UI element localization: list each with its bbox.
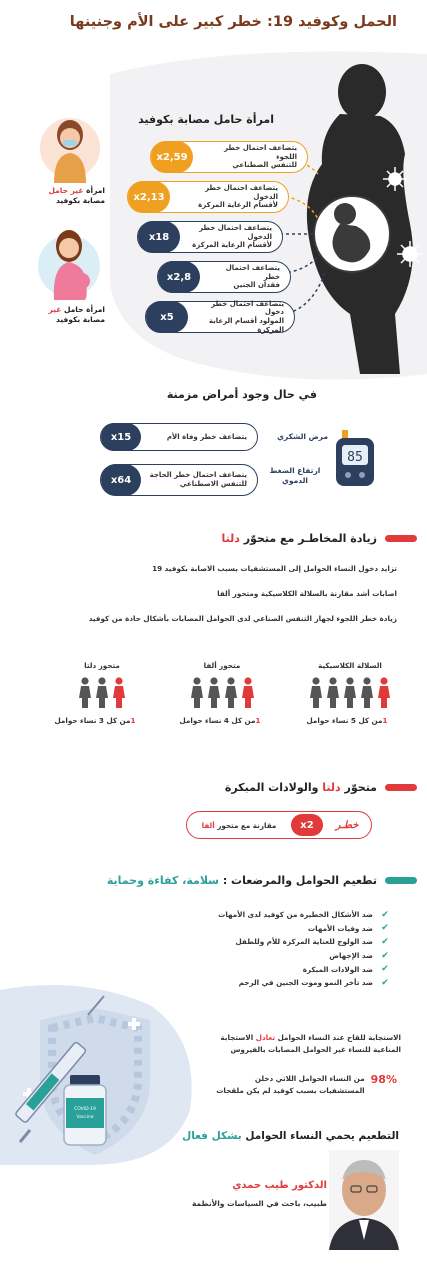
woman-figure-icon [190,677,204,709]
protection-item [218,949,391,963]
glucometer-reading: 85 [347,450,363,465]
variant-label: السلالة الكلاسيكية [318,661,382,670]
woman-figure-highlighted-icon [112,677,126,709]
preterm-risk-word: خطـر [335,819,359,831]
vaccine-stat-percent: 98% [370,1073,397,1086]
svg-text:COVID-19: COVID-19 [74,1107,96,1112]
risk-multiplier: x5 [146,301,188,333]
variant-figures [305,677,395,709]
page-title: الحمل وكوفيد 19: خطر كبير على الأم وجنينها [69,14,397,30]
variant-ratio-text: من كل 4 نساء حوامل [179,716,256,725]
woman-figure-icon [326,677,340,709]
delta-heading-text [221,532,377,545]
chronic-text: يتضاعف احتمال خطر الحاجة للتنفس الاصطناعي [149,471,247,488]
vaccine-response-suffix: الاستجابة المناعية للنساء غير الحوامل المصابات بالفيروس [220,1033,401,1054]
vaccination-heading [107,874,417,887]
variant-figures [177,677,267,709]
chronic-condition: ارتفاع الضغط الدموي [269,466,321,486]
side-label-pregnant [10,305,105,325]
risk-text: يتضاعف احتمال خطر الدخول لأقسام الرعاية المركزة [192,223,272,250]
check-icon: ✔ [381,977,389,988]
side-label-suffix: مصابة بكوفيد [55,196,105,206]
author-name: الدكتور طيب حمدي [232,1180,327,1191]
chronic-heading: في حال وجود أمراض مزمنة [166,388,317,401]
side-label-non-pregnant [10,186,105,206]
woman-figure-icon [224,677,238,709]
chronic-text: يتضاعف خطر وفاة الأم [166,433,247,441]
vaccine-response-prefix: الاستجابة للقاح عند النساء الحوامل [275,1033,401,1042]
pregnant-woman-icon [38,226,100,300]
vaccine-closing [182,1130,399,1142]
check-icon: ✔ [381,936,389,947]
variant-ratio-text: من كل 3 نساء حوامل [54,716,131,725]
delta-paragraph: تزايد دخول النساء الحوامل إلى المستشفيات بسبب الاصابة بكوفيد 19 [152,564,397,573]
risk-text: يتضاعف احتمال خطر فقدان الجنين [225,263,280,290]
preterm-heading [225,781,417,794]
side-label-suffix: مصابة بكوفيد [55,315,105,325]
risk-multiplier: x2,13 [128,181,170,213]
section-bar [385,535,417,542]
protection-item-text: ضد الولادات المبكرة [302,964,373,974]
variant-ratio-number: 1 [382,716,388,725]
woman-figure-icon [360,677,374,709]
glucometer-icon [332,428,378,488]
non-pregnant-woman-icon [40,113,100,183]
risk-pill [137,221,283,253]
author-block [192,1180,327,1208]
side-label-highlight: غير [48,305,62,314]
variant-ratio [297,716,397,725]
risk-pill [145,301,295,333]
woman-figure-icon [343,677,357,709]
risk-text: يتضاعف احتمال خطر دخول المولود أقسام الرعاية المركزة [208,299,284,334]
preterm-heading-text [225,781,377,794]
delta-paragraph: زيادة خطر اللجوء لجهاز التنفس الصناعي لدى الحوامل المصابات بأشكال حادة من كوفيد [88,614,397,623]
variant-ratio-number: 1 [255,716,261,725]
preterm-text [187,821,291,830]
protection-list [218,908,391,990]
variant-ratio-number: 1 [130,716,136,725]
preterm-pill [186,811,372,839]
protection-item-text: ضد الأشكال الخطيرة من كوفيد لدى الأمهات [218,910,373,920]
preterm-heading-suffix: والولادات المبكرة [224,781,323,794]
vaccine-vial-icon [64,1075,106,1145]
author-photo-avatar [329,1150,399,1250]
check-icon: ✔ [381,950,389,961]
preterm-text-prefix: مقارنة مع متحور [214,820,277,830]
preterm-heading-highlight: دلتا [322,781,341,794]
protection-item-text: ضد وفيات الأمهات [307,923,373,933]
risk-multiplier: x2,59 [151,141,193,173]
vaccination-heading-text [107,874,377,887]
vaccine-closing-highlight: بشكل فعال [182,1130,242,1142]
vaccine-stat-text: من النساء الحوامل اللاتي دخلن المستشفيات بسبب كوفيد لم يكن ملقحات [216,1074,365,1095]
woman-figure-icon [78,677,92,709]
woman-figure-icon [207,677,221,709]
vaccine-response-text [201,1032,401,1055]
risk-pill [127,181,289,213]
chronic-multiplier: x64 [101,464,141,496]
infected-heading: امرأة حامل مصابة بكوفيد [138,113,274,126]
vaccine-response-highlight: تعادل [255,1033,276,1042]
protection-item-text: ضد الولوج للعناية المركزة للأم وللطفل [235,937,373,947]
variant-ratio [170,716,270,725]
risk-text: يتضاعف احتمال خطر اللجوء للتنفس الصطناعي [224,143,297,170]
protection-item [218,908,391,922]
woman-figure-highlighted-icon [377,677,391,709]
vaccine-closing-prefix: التطعيم يحمي النساء الحوامل [241,1130,399,1142]
variant-ratio [45,716,145,725]
risk-pill [150,141,308,173]
chronic-pill [100,464,258,496]
delta-heading-highlight: دلتا [221,532,240,545]
risk-multiplier: x2,8 [158,261,200,293]
check-icon: ✔ [381,964,389,975]
chronic-condition: مرض الشكري [277,432,328,441]
vaccination-heading-highlight: سلامة، كفاءة وحماية [106,874,219,887]
variant-label: متحور دلتا [84,661,120,670]
woman-figure-highlighted-icon [241,677,255,709]
chronic-multiplier: x15 [101,423,141,451]
section-bar [385,784,417,791]
risk-pill [157,261,291,293]
delta-paragraph: اصابات أشد مقارنة بالسلالة الكلاسيكية ومتحور ألفا [217,589,397,598]
side-label-highlight: غير حامل [48,186,84,195]
risk-text: يتضاعف احتمال خطر الدخول لأقسام الرعاية المركزة [198,183,278,210]
vaccination-heading-prefix: تطعيم الحوامل والمرضعات : [219,874,377,887]
risk-multiplier: x18 [138,221,180,253]
protection-item [218,962,391,976]
check-icon: ✔ [381,923,389,934]
protection-item [218,935,391,949]
protection-item-text: ضد تأخر النمو وموت الجنين في الرحم [238,978,373,988]
check-icon: ✔ [381,909,389,920]
side-label-prefix: امرأة [83,186,105,195]
protection-item [218,922,391,936]
side-label-prefix: امرأة حامل [61,305,105,314]
chronic-pill [100,423,258,451]
preterm-heading-prefix: متحوّر [340,781,377,794]
delta-heading-prefix: زيادة المخاطـر مع متحوّر [239,532,377,545]
variant-label: متحور ألفا [203,661,241,670]
preterm-text-highlight: ألفا [201,820,215,830]
delta-heading [221,532,417,545]
section-bar [385,877,417,884]
woman-figure-icon [309,677,323,709]
author-title: طبيب، باحث في السياسات والأنظمة [191,1199,327,1208]
vaccine-stat [197,1073,397,1096]
protection-item-text: ضد الإجهاض [329,951,373,961]
svg-text:Vaccine: Vaccine [76,1115,94,1120]
preterm-multiplier: x2 [291,814,323,836]
variant-ratio-text: من كل 5 نساء حوامل [306,716,383,725]
woman-figure-icon [95,677,109,709]
variant-figures [57,677,147,709]
